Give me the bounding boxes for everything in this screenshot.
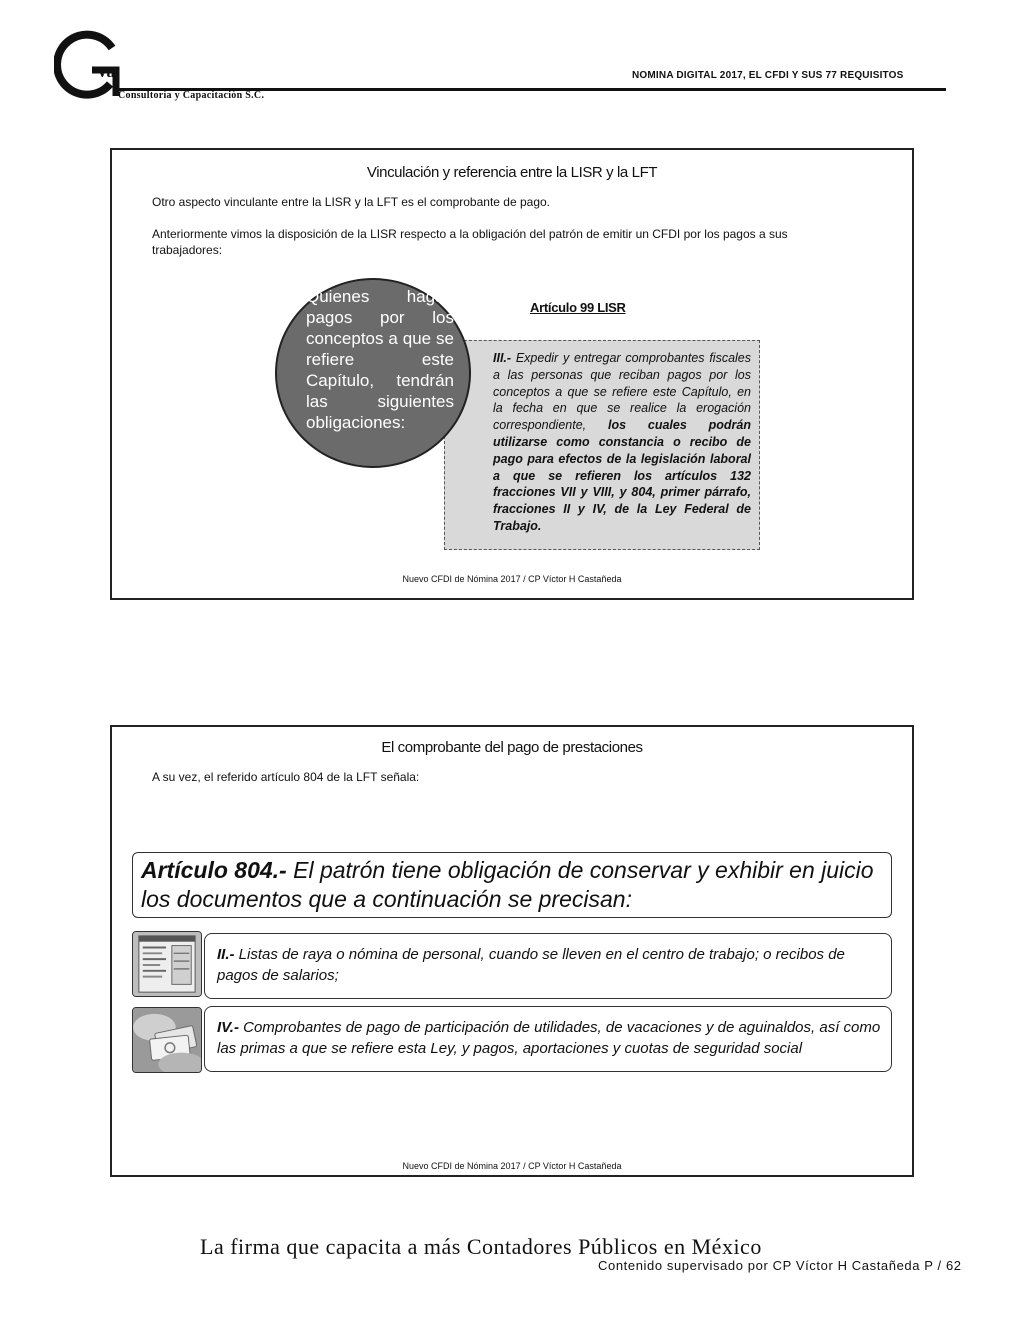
article-804-lead: Artículo 804.- — [141, 857, 287, 883]
circle-text: Quienes hagan pagos por los conceptos a que se refiere este Capítulo, tendrán las siguientes obligaciones: — [306, 287, 454, 432]
fraction-ii-lead: II.- — [217, 946, 235, 963]
slide-lisr-lft — [110, 148, 914, 600]
fraction-iv-body: Comprobantes de pago de participación de utilidades, de vacaciones y de aguinaldos, así como las primas a que se refiere esta Ley, y pagos, aportaciones y cuotas de seguridad social — [217, 1019, 881, 1057]
article-body: Expedir y entregar comprobantes fiscales a las personas que reciban pagos por los conceptos a que se refiere este Capítulo, en la fecha en que se realice la erogación correspondiente, — [493, 351, 751, 433]
article-804-body: El patrón tiene obligación de conservar y exhibir en juicio los documentos que a continuación se precisan: — [141, 857, 874, 912]
slide-paragraph: A su vez, el referido artículo 804 de la LFT señala: — [152, 770, 420, 784]
tagline: La firma que capacita a más Contadores Públicos en México — [200, 1234, 762, 1259]
fraction-ii-text — [217, 944, 883, 986]
fraction-iv-lead: IV.- — [217, 1019, 239, 1036]
article-text — [493, 350, 751, 535]
slide-comprobante — [110, 725, 914, 1177]
slide-footer: Nuevo CFDI de Nómina 2017 / CP Víctor H Castañeda — [402, 574, 622, 584]
article-bold: los cuales podrán utilizarse como constancia o recibo de pago para efectos de la legislación laboral a que se refieren los artículos 132 fracciones VII y VIII, y 804, primer párrafo, fracciones II y IV, de la Ley Federal de Trabajo. — [493, 418, 751, 533]
fraction-ii-body: Listas de raya o nómina de personal, cuando se lleven en el centro de trabajo; o recibos de pagos de salarios; — [217, 946, 845, 984]
fraction-iv-box — [204, 1006, 892, 1072]
logo-subtitle: Consultoría y Capacitación S.C. — [118, 90, 265, 101]
money-hands-icon — [132, 1007, 202, 1073]
article-804-text — [141, 856, 889, 914]
fraction-ii-box — [204, 933, 892, 999]
article-lead: III.- — [493, 351, 512, 365]
slide-title: Vinculación y referencia entre la LISR y la LFT — [366, 164, 658, 181]
slide-paragraph: Otro aspecto vinculante entre la LISR y la LFT es el comprobante de pago. — [152, 195, 551, 209]
slide-footer: Nuevo CFDI de Nómina 2017 / CP Víctor H Castañeda — [402, 1161, 622, 1171]
slide-title: El comprobante del pago de prestaciones — [381, 739, 643, 756]
supervised-note: Contenido supervisado por CP Víctor H Castañeda P / 62 — [598, 1258, 962, 1273]
logo-letters: va — [98, 62, 115, 81]
payroll-document-icon — [132, 931, 202, 997]
slide-paragraph: Anteriormente vimos la disposición de la LISR respecto a la obligación del patrón de emitir un CFDI por los pagos a sus trabajadores: — [152, 227, 788, 257]
document-title: NOMINA DIGITAL 2017, EL CFDI Y SUS 77 REQUISITOS — [632, 70, 904, 81]
article-804-box — [132, 852, 892, 918]
fraction-iv-text — [217, 1017, 883, 1059]
article-title: Artículo 99 LISR — [530, 300, 626, 315]
